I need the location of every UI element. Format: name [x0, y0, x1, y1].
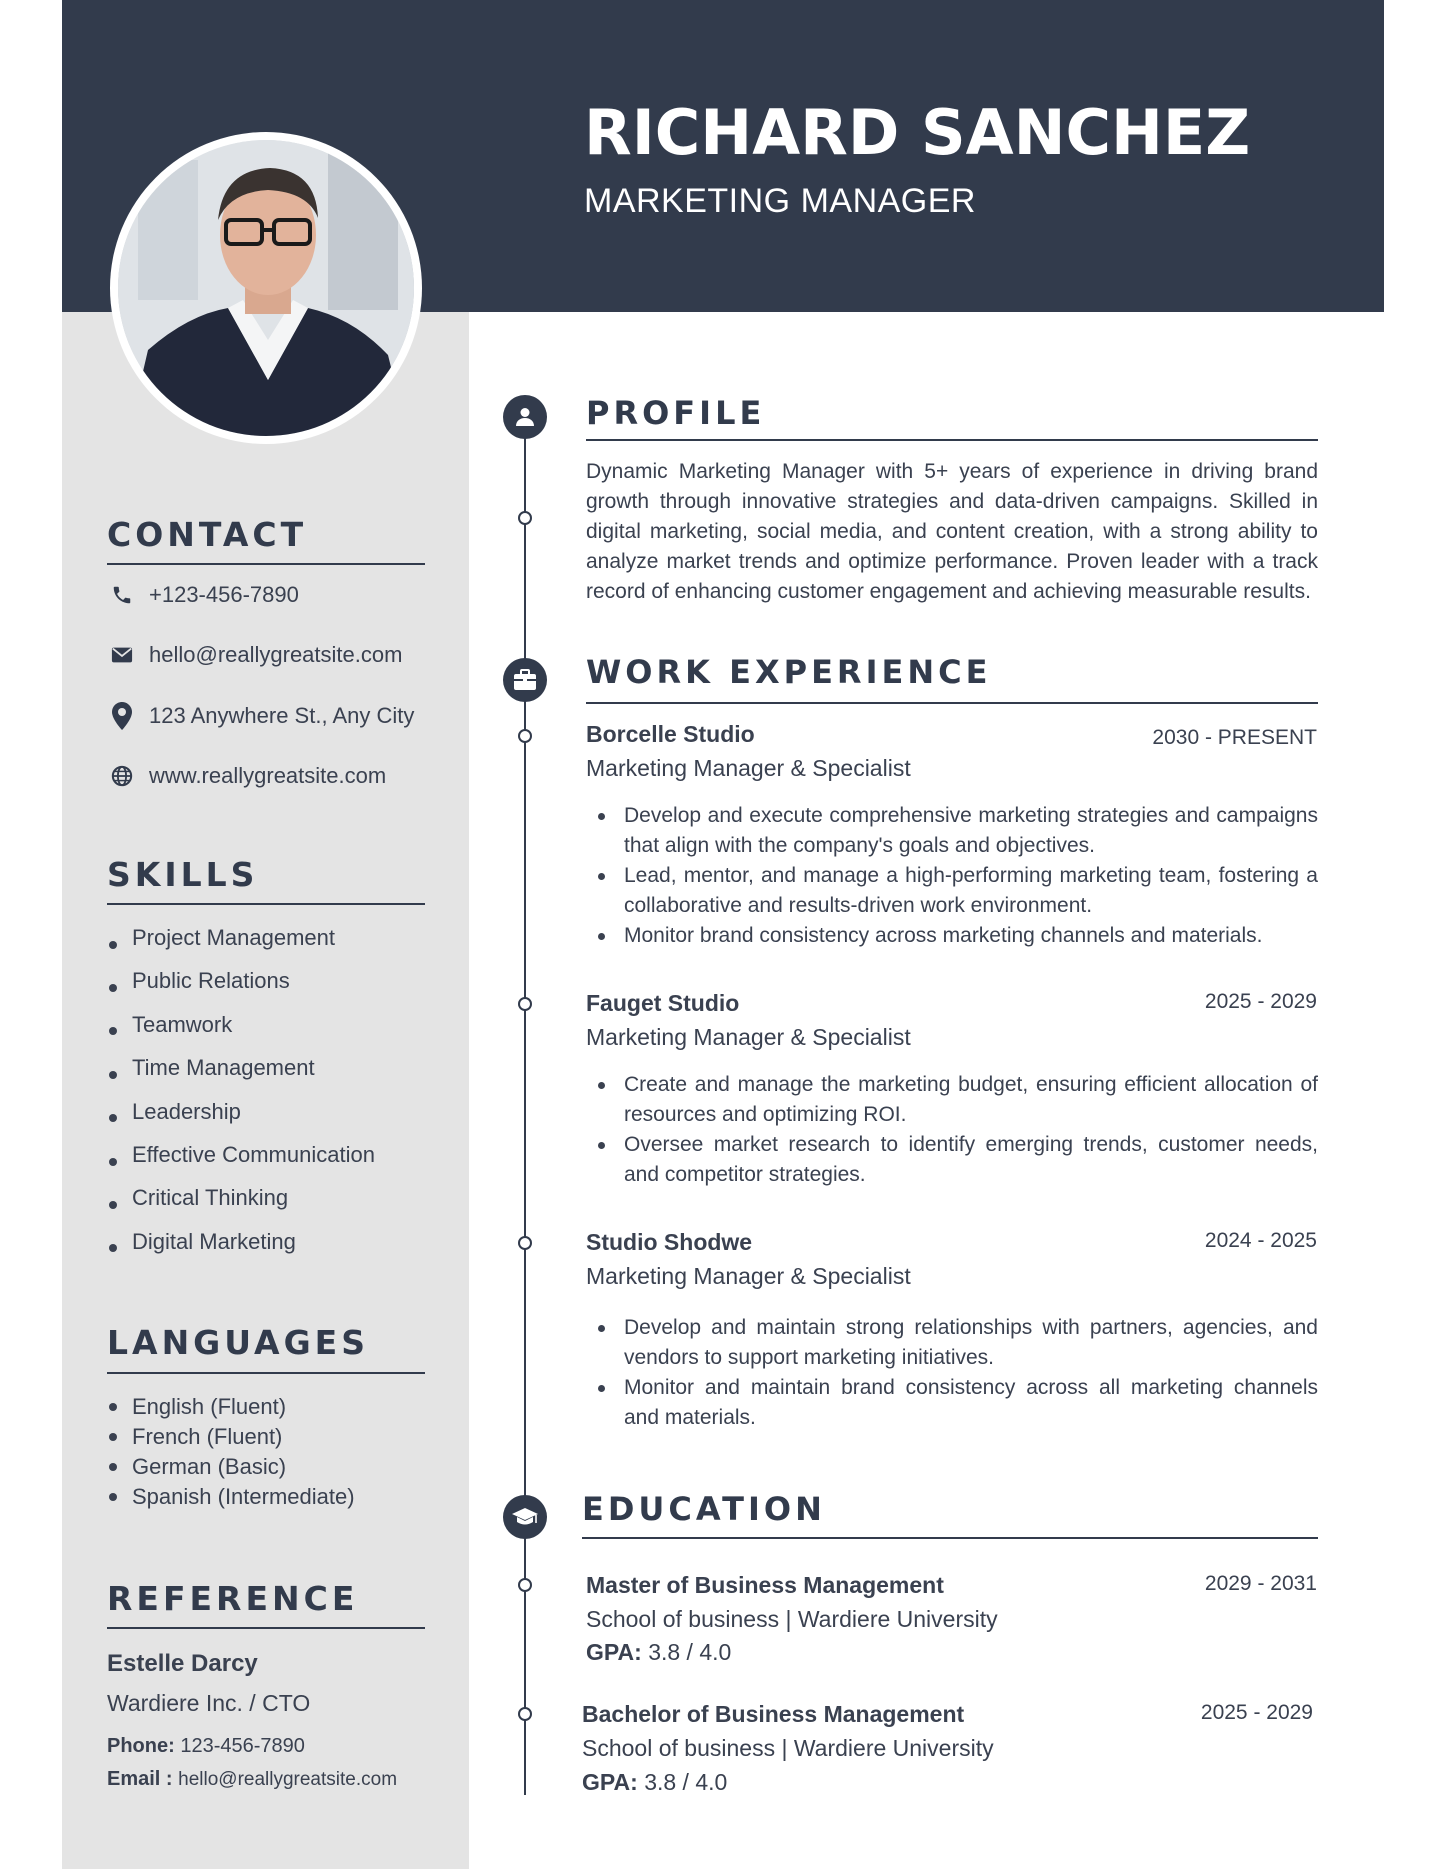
- reference-email-label: Email :: [107, 1768, 173, 1790]
- job-role: Marketing Manager & Specialist: [586, 1024, 911, 1050]
- reference-heading: REFERENCE: [107, 1579, 359, 1618]
- graduation-cap-icon: [511, 1506, 539, 1528]
- phone-icon: [107, 580, 137, 610]
- contact-phone: [107, 580, 299, 610]
- resume-page: [62, 0, 1384, 1869]
- list-item: Effective Communication: [107, 1140, 375, 1183]
- list-item: Monitor brand consistency across marketing channels and materials.: [586, 921, 1318, 951]
- list-item: Leadership: [107, 1097, 375, 1140]
- job-role: Marketing Manager & Specialist: [586, 755, 911, 781]
- education-school: School of business | Wardiere University: [586, 1606, 998, 1632]
- education-gpa-value: 3.8 / 4.0: [644, 1769, 728, 1795]
- job-company: Studio Shodwe: [586, 1229, 753, 1255]
- list-item: Develop and execute comprehensive marketing strategies and campaigns that align with the company's goals and objectives.: [586, 801, 1318, 861]
- job-bullets: [586, 801, 1318, 951]
- reference-phone-label: Phone:: [107, 1735, 175, 1757]
- timeline-dot: [518, 1236, 532, 1250]
- globe-icon: [107, 761, 137, 791]
- education-degree: Bachelor of Business Management: [582, 1701, 965, 1727]
- profile-photo: [110, 132, 422, 444]
- list-item: Digital Marketing: [107, 1227, 375, 1270]
- profile-rule: [586, 439, 1318, 441]
- reference-role: Wardiere Inc. / CTO: [107, 1690, 311, 1716]
- job-bullets: [586, 1313, 1318, 1433]
- list-item: Monitor and maintain brand consistency across all marketing channels and materials.: [586, 1373, 1318, 1433]
- education-gpa-label: GPA:: [586, 1639, 642, 1665]
- work-rule: [586, 702, 1318, 704]
- education-heading: EDUCATION: [582, 1490, 826, 1528]
- reference-email: [107, 1768, 397, 1791]
- contact-rule: [107, 563, 425, 565]
- contact-email: [107, 640, 402, 670]
- job-dates: 2025 - 2029: [1204, 990, 1317, 1013]
- profile-heading: PROFILE: [586, 394, 766, 432]
- languages-rule: [107, 1372, 425, 1374]
- profile-text: Dynamic Marketing Manager with 5+ years of experience in driving brand growth through innovative strategies and data-driven campaigns. Skilled in digital marketing, social media, and content creation, with a strong ability to analyze market trends and optimize performance. Proven leader with a track record of enhancing customer engagement and achieving measurable results.: [586, 460, 1318, 603]
- list-item: Create and manage the marketing budget, ensuring efficient allocation of resources and optimizing ROI.: [586, 1070, 1318, 1130]
- profile-section-icon: [503, 395, 547, 439]
- contact-heading: CONTACT: [107, 515, 308, 554]
- briefcase-icon: [512, 668, 538, 692]
- skills-list: [107, 923, 375, 1270]
- job-company: Borcelle Studio: [586, 721, 755, 747]
- work-heading: WORK EXPERIENCE: [586, 653, 992, 691]
- education-degree: Master of Business Management: [586, 1572, 944, 1598]
- education-gpa-value: 3.8 / 4.0: [648, 1639, 732, 1665]
- candidate-title: MARKETING MANAGER: [584, 182, 976, 220]
- education-gpa-label: GPA:: [582, 1769, 638, 1795]
- list-item: German (Basic): [107, 1452, 355, 1482]
- timeline-dot: [518, 729, 532, 743]
- education-rule: [582, 1537, 1318, 1539]
- timeline-dot: [518, 1707, 532, 1721]
- list-item: English (Fluent): [107, 1392, 355, 1422]
- contact-website-text: www.reallygreatsite.com: [149, 763, 387, 788]
- education-gpa: [582, 1769, 727, 1796]
- list-item: Project Management: [107, 923, 375, 966]
- map-pin-icon: [107, 701, 137, 731]
- job-dates: 2030 - PRESENT: [1152, 726, 1317, 749]
- list-item: Lead, mentor, and manage a high-performing marketing team, fostering a collaborative and results-driven work environment.: [586, 861, 1318, 921]
- candidate-name: RICHARD SANCHEZ: [584, 96, 1251, 169]
- education-section-icon: [503, 1495, 547, 1539]
- list-item: Develop and maintain strong relationships with partners, agencies, and vendors to support marketing initiatives.: [586, 1313, 1318, 1373]
- reference-email-value: hello@reallygreatsite.com: [178, 1769, 398, 1790]
- languages-list: [107, 1392, 355, 1512]
- contact-phone-text: +123-456-7890: [149, 582, 299, 607]
- list-item: Oversee market research to identify emerging trends, customer needs, and competitor strategies.: [586, 1130, 1318, 1190]
- list-item: Time Management: [107, 1053, 375, 1096]
- list-item: Public Relations: [107, 966, 375, 1009]
- contact-address: [107, 701, 414, 731]
- contact-website: [107, 761, 386, 791]
- list-item: French (Fluent): [107, 1422, 355, 1452]
- education-dates: 2029 - 2031: [1204, 1572, 1317, 1595]
- work-section-icon: [503, 658, 547, 702]
- list-item: Teamwork: [107, 1010, 375, 1053]
- education-gpa: [586, 1639, 731, 1666]
- envelope-icon: [107, 640, 137, 670]
- user-icon: [513, 405, 537, 429]
- education-dates: 2025 - 2029: [1200, 1701, 1313, 1724]
- job-bullets: [586, 1070, 1318, 1190]
- languages-heading: LANGUAGES: [107, 1323, 369, 1362]
- skills-rule: [107, 903, 425, 905]
- reference-phone-value: 123-456-7890: [180, 1735, 305, 1757]
- list-item: Critical Thinking: [107, 1183, 375, 1226]
- job-dates: 2024 - 2025: [1204, 1229, 1317, 1252]
- job-company: Fauget Studio: [586, 990, 740, 1016]
- skills-heading: SKILLS: [107, 855, 259, 894]
- education-school: School of business | Wardiere University: [582, 1735, 994, 1761]
- job-role: Marketing Manager & Specialist: [586, 1263, 911, 1289]
- contact-address-text: 123 Anywhere St., Any City: [149, 703, 415, 728]
- reference-rule: [107, 1627, 425, 1629]
- timeline-dot: [518, 511, 532, 525]
- contact-email-text: hello@reallygreatsite.com: [149, 642, 403, 667]
- timeline-dot: [518, 1578, 532, 1592]
- list-item: Spanish (Intermediate): [107, 1482, 355, 1512]
- reference-name: Estelle Darcy: [107, 1650, 258, 1677]
- reference-phone: [107, 1735, 305, 1758]
- timeline-dot: [518, 997, 532, 1011]
